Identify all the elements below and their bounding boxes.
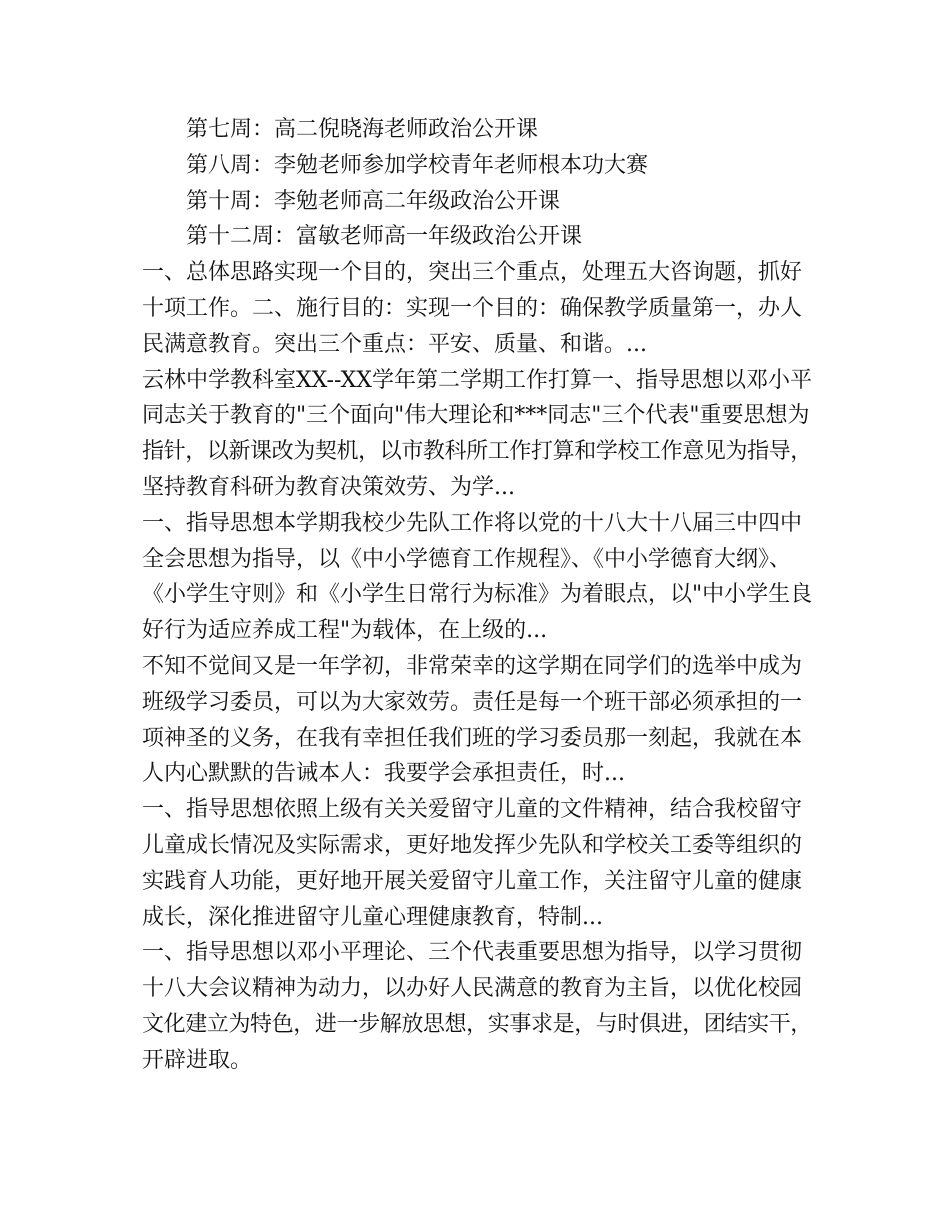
paragraph-line: 一、指导思想依照上级有关关爱留守儿童的文件精神，结合我校留守 (142, 797, 803, 823)
paragraph-line: 人内心默默的告诫本人：我要学会承担责任，时... (142, 761, 625, 787)
paragraph-line: 成长，深化推进留守儿童心理健康教育，特制... (142, 904, 603, 930)
paragraph-line: 一、指导思想以邓小平理论、三个代表重要思想为指导，以学习贯彻 (142, 940, 803, 966)
paragraph-line: 儿童成长情况及实际需求，更好地发挥少先队和学校关工委等组织的 (142, 832, 803, 858)
paragraph-left-behind-children (142, 792, 812, 935)
schedule-item-week8: 第八周：李勉老师参加学校青年老师根本功大赛 (186, 152, 649, 178)
paragraph-overall-approach (142, 255, 812, 362)
paragraph-line: 班级学习委员，可以为大家效劳。责任是每一个班干部必须承担的一 (142, 689, 803, 715)
paragraph-line: 同志关于教育的"三个面向"伟大理论和***同志"三个代表"重要思想为 (142, 403, 810, 429)
paragraph-line: 文化建立为特色，进一步解放思想，实事求是，与时俱进，团结实干， (142, 1011, 812, 1037)
paragraph-line: 一、指导思想本学期我校少先队工作将以党的十八大十八届三中四中 (142, 510, 803, 536)
paragraph-young-pioneers (142, 506, 812, 649)
paragraph-line: 实践育人功能，更好地开展关爱留守儿童工作，关注留守儿童的健康 (142, 868, 803, 894)
paragraph-study-committee (142, 649, 812, 792)
paragraph-line: 不知不觉间又是一年学初，非常荣幸的这学期在同学们的选举中成为 (142, 653, 803, 679)
document-body (142, 112, 812, 1079)
paragraph-line: 指针，以新课改为契机，以市教科所工作打算和学校工作意见为指导， (142, 439, 812, 465)
paragraph-campus-culture (142, 935, 812, 1078)
paragraph-line: 一、总体思路实现一个目的，突出三个重点，处理五大咨询题，抓好 (142, 260, 803, 286)
paragraph-line: 《小学生守则》和《小学生日常行为标准》为着眼点，以"中小学生良 (142, 582, 813, 608)
schedule-list (142, 112, 812, 255)
paragraph-line: 十八大会议精神为动力，以办好人民满意的教育为主旨，以优化校园 (142, 976, 803, 1002)
paragraph-research-plan (142, 363, 812, 506)
paragraph-line: 十项工作。二、施行目的：实现一个目的：确保教学质量第一，办人 (142, 295, 803, 321)
paragraph-line: 云林中学教科室XX--XX学年第二学期工作打算一、指导思想以邓小平 (142, 367, 812, 393)
paragraph-line: 开辟进取。 (142, 1047, 253, 1073)
paragraph-line: 民满意教育。突出三个重点：平安、质量、和谐。... (142, 331, 647, 357)
paragraph-line: 项神圣的义务，在我有幸担任我们班的学习委员那一刻起，我就在本 (142, 725, 803, 751)
schedule-item-week12: 第十二周：富敏老师高一年级政治公开课 (186, 224, 583, 250)
paragraph-line: 好行为适应养成工程"为载体，在上级的... (142, 618, 548, 644)
paragraph-line: 全会思想为指导，以《中小学德育工作规程》、《中小学德育大纲》、 (142, 546, 792, 572)
schedule-item-week7: 第七周：高二倪晓海老师政治公开课 (186, 117, 539, 142)
paragraph-line: 坚持教育科研为教育决策效劳、为学... (142, 474, 515, 500)
schedule-item-week10: 第十周：李勉老师高二年级政治公开课 (186, 188, 561, 214)
